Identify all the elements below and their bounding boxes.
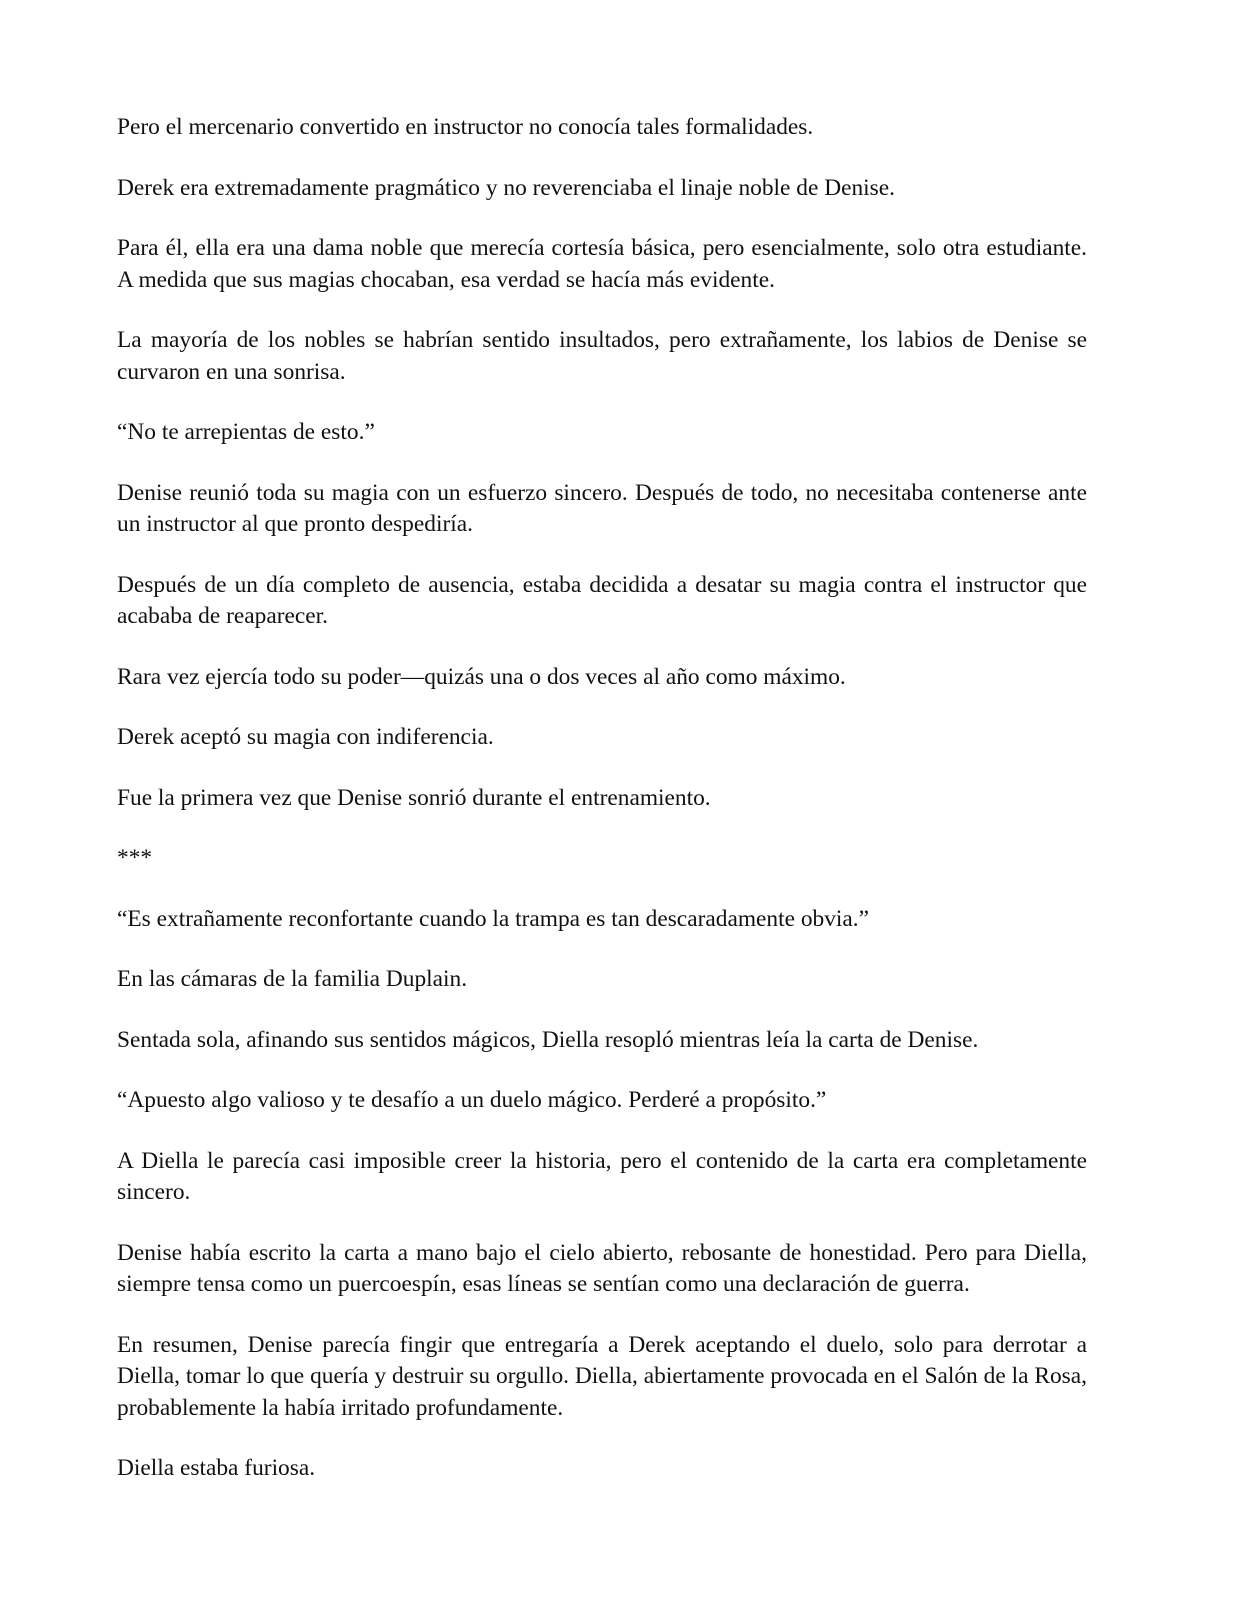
paragraph: Derek aceptó su magia con indiferencia.	[117, 724, 494, 750]
paragraph: Pero el mercenario convertido en instructor no conocía tales formalidades.	[117, 114, 814, 140]
paragraph: A Diella le parecía casi imposible creer la historia, pero el contenido de la carta era completamente sincero.	[117, 1147, 1087, 1205]
paragraph: Derek era extremadamente pragmático y no reverenciaba el linaje noble de Denise.	[117, 174, 896, 201]
paragraph: Para él, ella era una dama noble que merecía cortesía básica, pero esencialmente, solo otra estudiante. A medida que sus magias chocaban, esa verdad se hacía más evidente.	[117, 235, 1087, 293]
paragraph: La mayoría de los nobles se habrían sentido insultados, pero extrañamente, los labios de Denise se curvaron en una sonrisa.	[117, 327, 1087, 385]
document-body	[117, 112, 1087, 1514]
scene-break: ***	[117, 845, 153, 871]
paragraph: “Apuesto algo valioso y te desafío a un duelo mágico. Perderé a propósito.”	[117, 1087, 827, 1113]
paragraph: En resumen, Denise parecía fingir que entregaría a Derek aceptando el duelo, solo para derrotar a Diella, tomar lo que quería y destruir su orgullo. Diella, abiertamente provocada en el Salón de la Rosa, probablemente la había irritado profundamente.	[117, 1331, 1087, 1421]
paragraph: Denise reunió toda su magia con un esfuerzo sincero. Después de todo, no necesitaba contenerse ante un instructor al que pronto despediría.	[117, 479, 1087, 537]
paragraph: Fue la primera vez que Denise sonrió durante el entrenamiento.	[117, 784, 711, 811]
paragraph: Después de un día completo de ausencia, estaba decidida a desatar su magia contra el instructor que acababa de reaparecer.	[117, 571, 1087, 629]
paragraph: “Es extrañamente reconfortante cuando la trampa es tan descaradamente obvia.”	[117, 905, 870, 932]
paragraph: “No te arrepientas de esto.”	[117, 419, 375, 445]
paragraph: Denise había escrito la carta a mano bajo el cielo abierto, rebosante de honestidad. Pero para Diella, siempre tensa como un puercoespín, esas líneas se sentían como una declaración de guerra.	[117, 1239, 1087, 1297]
paragraph: Rara vez ejercía todo su poder—quizás una o dos veces al año como máximo.	[117, 663, 846, 690]
paragraph: Sentada sola, afinando sus sentidos mágicos, Diella resopló mientras leía la carta de Denise.	[117, 1026, 979, 1053]
paragraph: Diella estaba furiosa.	[117, 1455, 316, 1481]
paragraph: En las cámaras de la familia Duplain.	[117, 966, 468, 992]
